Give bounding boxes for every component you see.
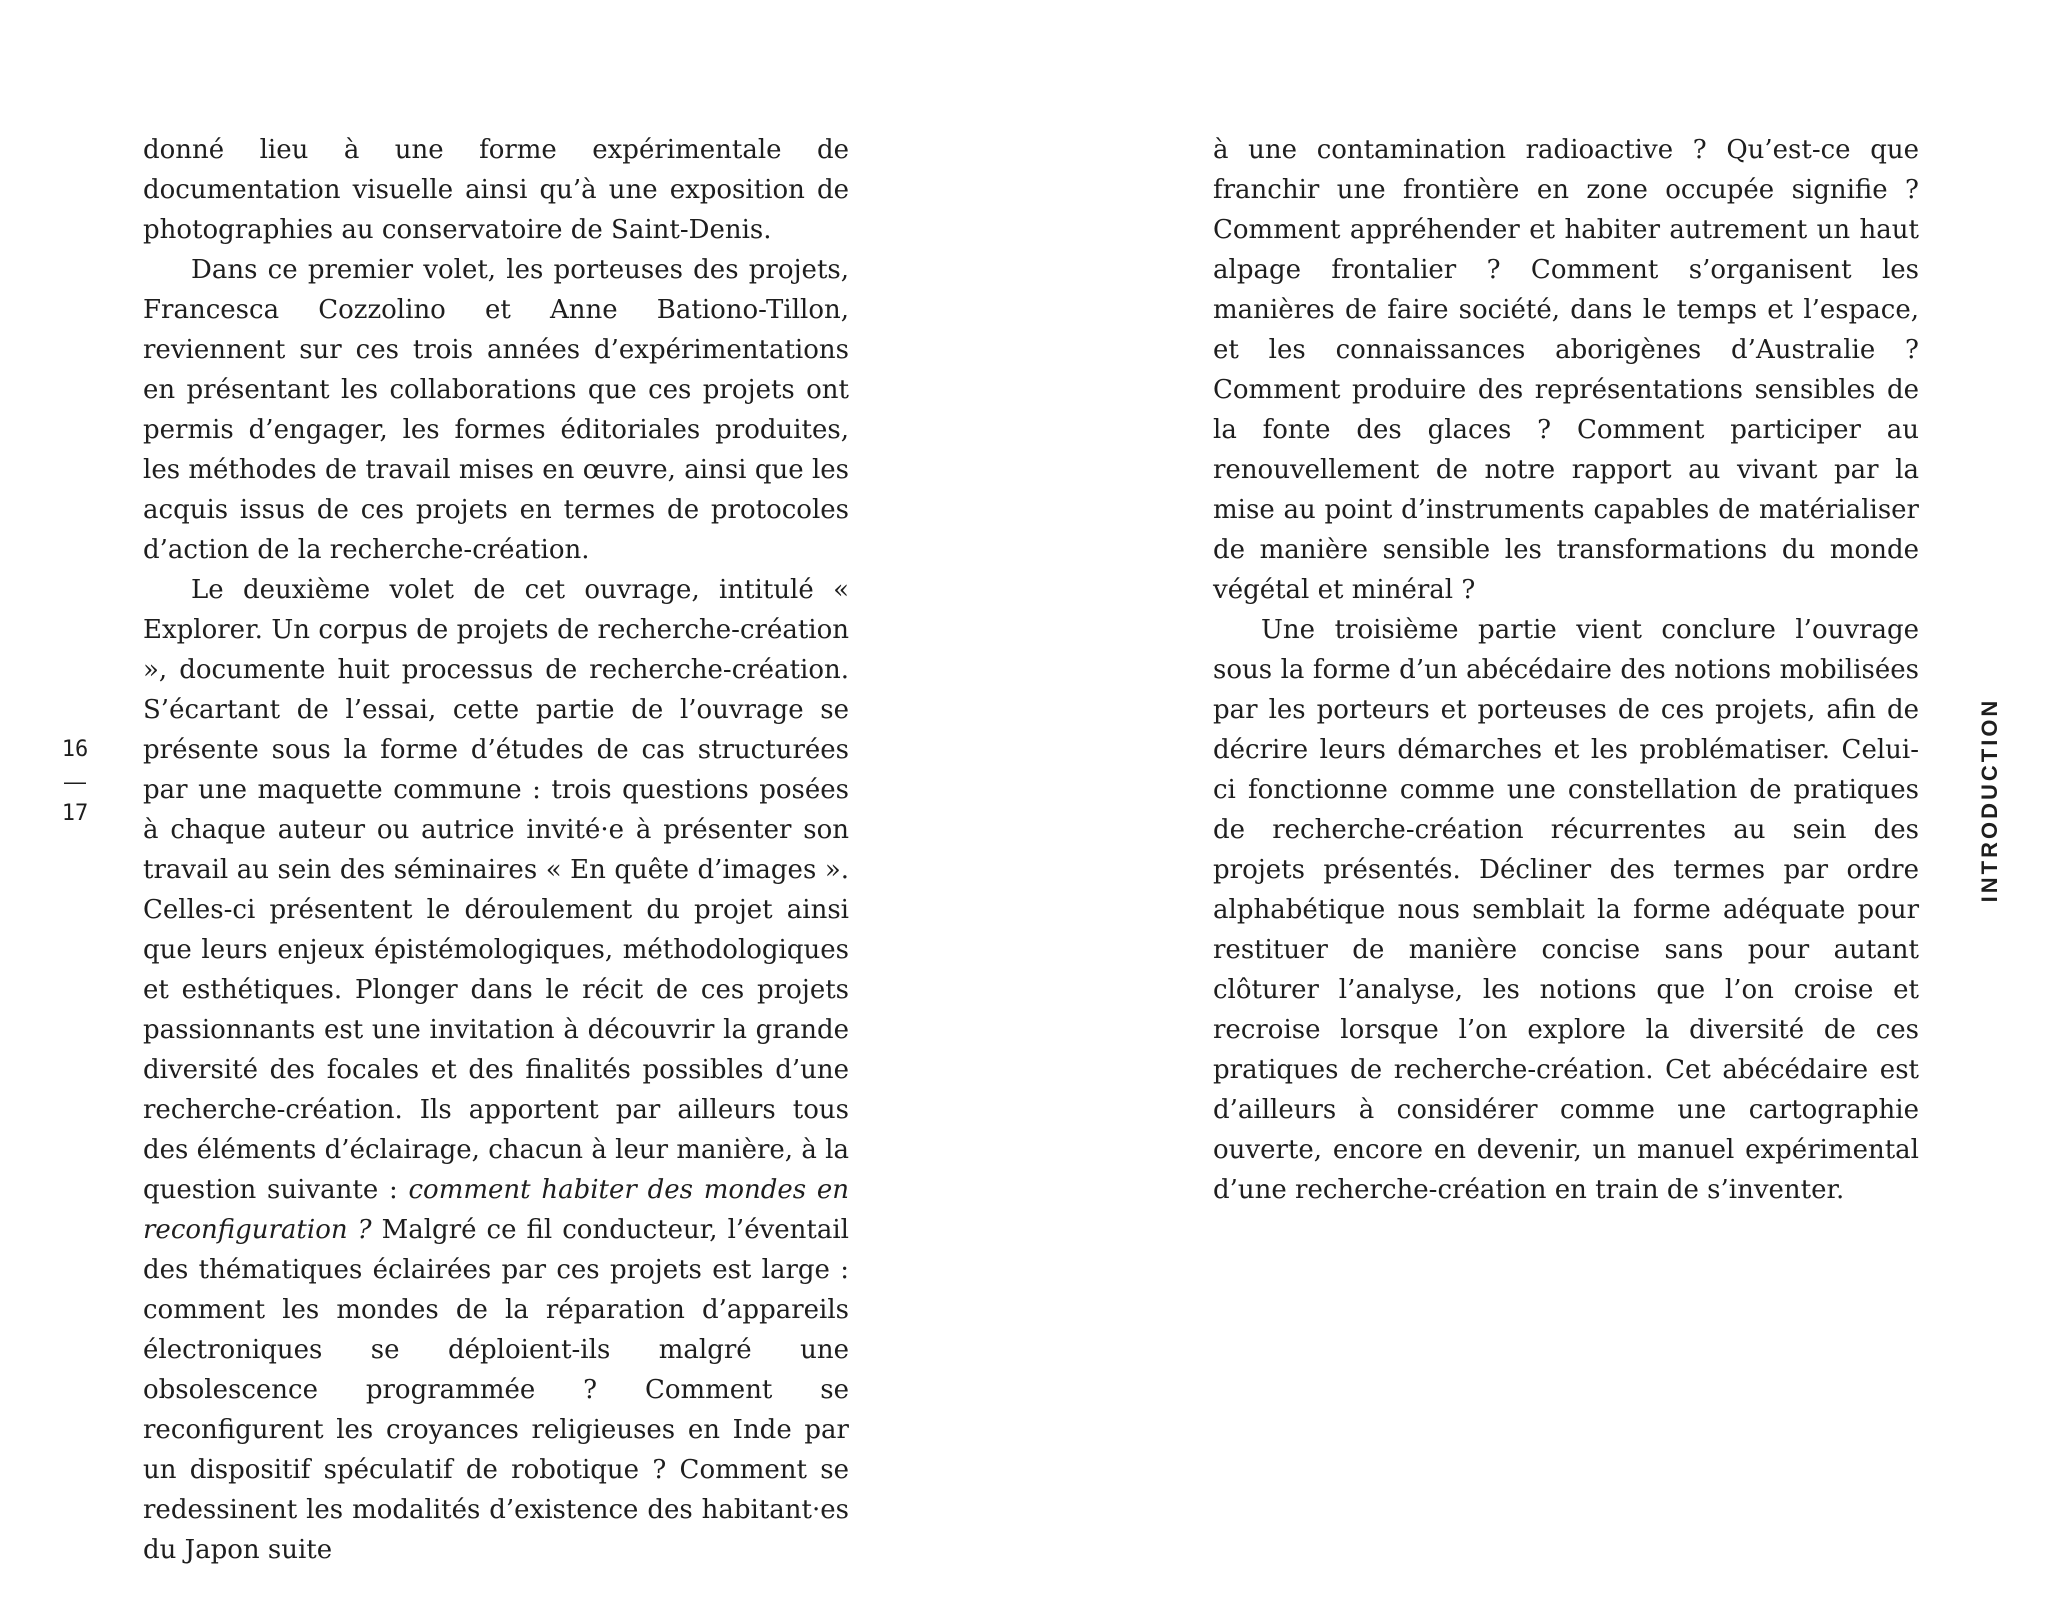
- paragraph-third-part: Une troisième partie vient conclure l’ouvrage sous la forme d’un abécédaire des notions mobilisées par les porteurs et porteuses de ces projets, afin de décrire leurs démarches et les problématiser. Celui-ci fonctionne comme une constellation de pratiques de recherche-création récurrentes au sein des projets présentés. Décliner des termes par ordre alphabétique nous semblait la forme adéquate pour restituer de manière concise sans pour autant clôturer l’analyse, les notions que l’on croise et recroise lorsque l’on explore la diversité de ces pratiques de recherche-création. Cet abécédaire est d’ailleurs à considérer comme une cartographie ouverte, encore en devenir, un manuel expérimental d’une recherche-création en train de s’inventer.: [1213, 615, 1919, 1205]
- italic-question: comment habiter des mondes en reconfiguration ?: [143, 1175, 850, 1245]
- paragraph-first-volume: Dans ce premier volet, les porteuses des projets, Francesca Cozzolino et Anne Bationo-Tillon, reviennent sur ces trois années d’expérimentations en présentant les collaborations que ces projets ont permis d’engager, les formes éditoriales produites, les méthodes de travail mises en œuvre, ainsi que les acquis issus de ces projets en termes de protocoles d’action de la recherche-création.: [143, 255, 849, 565]
- paragraph-second-volume: [143, 570, 849, 1570]
- paragraph-second-volume-end: Malgré ce fil conducteur, l’éventail des thématiques éclairées par ces projets est large : comment les mondes de la réparation d’appareils électroniques se déploient-ils malgré une obsolescence programmée ? Comment se reconfigurent les croyances religieuses en Inde par un dispositif spéculatif de robotique ? Comment se redessinent les modalités d’existence des habitant·es du Japon suite: [143, 1215, 849, 1565]
- right-page-text-column: [1213, 130, 1919, 1210]
- paragraph-continuation: donné lieu à une forme expérimentale de documentation visuelle ainsi qu’à une exposition de photographies au conservatoire de Saint-Denis.: [143, 135, 849, 245]
- page-number-left: 16: [61, 737, 89, 762]
- page-number-right: 17: [61, 801, 89, 826]
- page-number-separator: —: [64, 769, 86, 794]
- page-numbers: [60, 732, 90, 832]
- paragraph-questions-continued: à une contamination radioactive ? Qu’est-ce que franchir une frontière en zone occupée signifie ? Comment appréhender et habiter autrement un haut alpage frontalier ? Comment s’organisent les manières de faire société, dans le temps et l’espace, et les connaissances aborigènes d’Australie ? Comment produire des représentations sensibles de la fonte des glaces ? Comment participer au renouvellement de notre rapport au vivant par la mise au point d’instruments capables de matérialiser de manière sensible les transformations du monde végétal et minéral ?: [1213, 135, 1919, 605]
- left-page-text-column: [143, 130, 849, 1570]
- running-head-vertical: INTRODUCTION: [1977, 697, 2002, 903]
- paragraph-second-volume-start: Le deuxième volet de cet ouvrage, intitulé « Explorer. Un corpus de projets de recherche-création », documente huit processus de recherche-création. S’écartant de l’essai, cette partie de l’ouvrage se présente sous la forme d’études de cas structurées par une maquette commune : trois questions posées à chaque auteur ou autrice invité·e à présenter son travail au sein des séminaires « En quête d’images ». Celles-ci présentent le déroulement du projet ainsi que leurs enjeux épistémologiques, méthodologiques et esthétiques. Plonger dans le récit de ces projets passionnants est une invitation à découvrir la grande diversité des focales et des finalités possibles d’une recherche-création. Ils apportent par ailleurs tous des éléments d’éclairage, chacun à leur manière, à la question suivante :: [143, 575, 849, 1205]
